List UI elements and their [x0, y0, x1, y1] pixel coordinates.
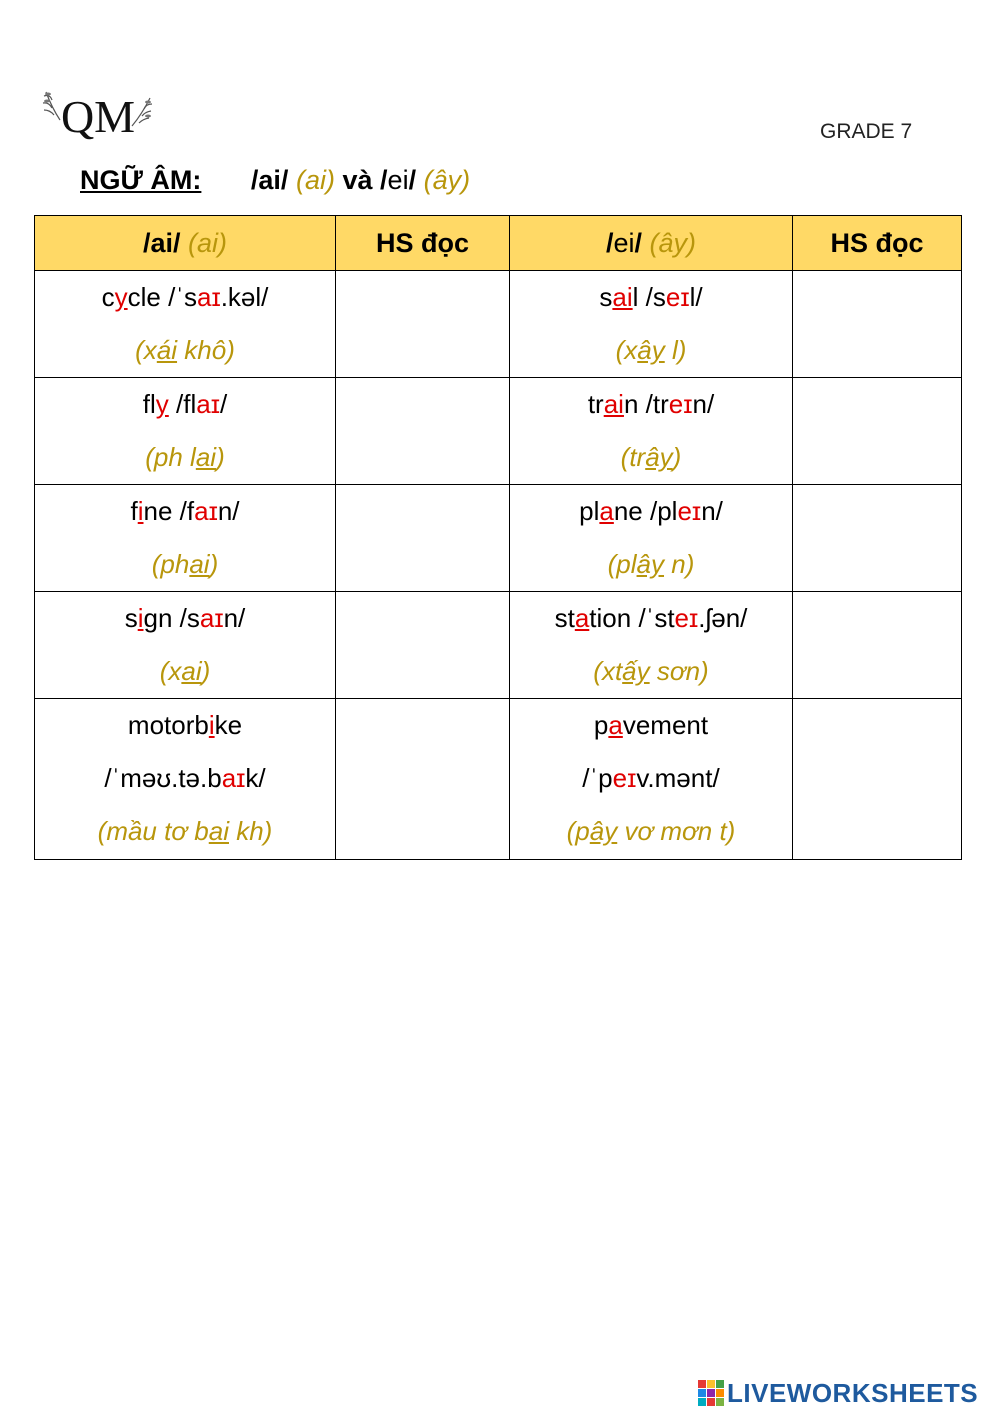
ipa-pre: /ˈs	[168, 282, 197, 312]
example-word-highlight: ai	[612, 282, 633, 312]
page-heading	[80, 165, 470, 196]
col-header-ei	[510, 216, 793, 271]
heading-label: NGỮ ÂM:	[80, 165, 202, 195]
ipa-pre: /ˈst	[638, 603, 675, 633]
ipa-transcription	[35, 752, 335, 805]
example-word-post: tion	[589, 603, 632, 633]
example-word-highlight: a	[599, 496, 614, 526]
vietnamese-pronunciation-highlight: ây	[636, 549, 665, 579]
vietnamese-pronunciation-highlight: ấy	[622, 656, 650, 686]
ipa-highlight: aɪ	[194, 496, 218, 526]
example-word-pre: p	[593, 710, 609, 740]
vietnamese-pronunciation	[510, 645, 792, 698]
heading-conj: và	[342, 165, 373, 195]
vietnamese-pronunciation	[510, 805, 792, 858]
vietnamese-pronunciation	[510, 431, 792, 484]
col-header-ai-vi: (ai)	[188, 227, 228, 258]
vietnamese-pronunciation-post: )	[672, 442, 682, 472]
left-word-cell	[35, 699, 336, 860]
example-word-post: l	[632, 282, 639, 312]
table-row	[35, 485, 962, 592]
vietnamese-pronunciation-pre: (x	[135, 335, 157, 365]
ipa-post: n/	[692, 389, 715, 419]
hs-doc-answer-cell-1[interactable]	[336, 592, 510, 699]
example-word-pre: fl	[142, 389, 156, 419]
ipa-post: .kəl/	[220, 282, 269, 312]
hs-doc-answer-cell-1[interactable]	[336, 699, 510, 860]
table-row	[35, 699, 962, 860]
right-word-cell	[510, 699, 793, 860]
ipa-transcription-highlight: aɪ	[221, 763, 246, 793]
vietnamese-pronunciation-pre: (x	[159, 656, 182, 686]
liveworksheets-brand	[698, 1378, 978, 1408]
vietnamese-pronunciation-post: sơn)	[649, 656, 709, 686]
word-with-ipa	[35, 378, 335, 431]
word-with-ipa	[35, 271, 335, 324]
example-word-post: cle	[127, 282, 161, 312]
vietnamese-pronunciation	[35, 324, 335, 377]
ipa-highlight: eɪ	[665, 282, 690, 312]
vietnamese-pronunciation-pre: (x	[615, 335, 638, 365]
example-word-pre: tr	[587, 389, 604, 419]
vietnamese-pronunciation-post: l)	[664, 335, 687, 365]
example-word-highlight: i	[137, 603, 144, 633]
word-with-ipa	[510, 378, 792, 431]
example-word-pre: s	[599, 282, 613, 312]
vietnamese-pronunciation-highlight: ai	[195, 442, 217, 472]
vietnamese-pronunciation-post: )	[209, 549, 219, 579]
heading-slash-close: /	[408, 165, 417, 195]
ipa-post: l/	[689, 282, 703, 312]
vietnamese-pronunciation-pre: (xt	[593, 656, 623, 686]
example-word-pre: c	[101, 282, 115, 312]
ipa-post: .ʃən/	[698, 603, 748, 633]
ipa-post: n/	[701, 496, 723, 526]
ipa-post: /	[219, 389, 228, 419]
example-word-pre: f	[130, 496, 138, 526]
col-header-hs-doc-1: HS đọc	[336, 216, 510, 271]
example-word-highlight: a	[608, 710, 623, 740]
ipa-pre: /fl	[176, 389, 197, 419]
example-word-post: ke	[214, 710, 243, 740]
phonetics-table	[34, 215, 962, 860]
table-row	[35, 378, 962, 485]
left-word-cell	[35, 378, 336, 485]
word-with-ipa	[510, 485, 792, 538]
example-word-post: vement	[622, 710, 709, 740]
vietnamese-pronunciation-highlight: ai	[181, 656, 202, 686]
left-word-cell	[35, 592, 336, 699]
example-word-post: gn	[143, 603, 173, 633]
grade-label: GRADE 7	[820, 120, 913, 143]
vietnamese-pronunciation-pre: (ph l	[145, 442, 196, 472]
example-word-pre: st	[554, 603, 575, 633]
col-header-ei-vi: (ây)	[649, 227, 697, 258]
hs-doc-answer-cell-2[interactable]	[793, 485, 962, 592]
ipa-highlight: aɪ	[196, 389, 220, 419]
col-header-ai-sound: /ai/	[142, 227, 181, 258]
vietnamese-pronunciation-highlight: ây	[589, 816, 618, 846]
vietnamese-pronunciation-post: vơ mơn t)	[617, 816, 736, 846]
ipa-post: n/	[217, 496, 240, 526]
col-header-ai	[35, 216, 336, 271]
vietnamese-pronunciation	[35, 645, 335, 698]
heading-sound-ei: ei	[387, 165, 409, 195]
vietnamese-pronunciation-highlight: ái	[156, 335, 178, 365]
vietnamese-pronunciation	[510, 324, 792, 377]
vietnamese-pronunciation-post: )	[201, 656, 211, 686]
table-row	[35, 592, 962, 699]
right-word-cell	[510, 378, 793, 485]
left-word-cell	[35, 485, 336, 592]
vietnamese-pronunciation-highlight: ây	[637, 335, 665, 365]
col-header-ei-open: /	[605, 227, 614, 258]
hs-doc-answer-cell-1[interactable]	[336, 271, 510, 378]
ipa-transcription-highlight: eɪ	[612, 763, 637, 793]
vietnamese-pronunciation-highlight: ai	[189, 549, 210, 579]
vietnamese-pronunciation-post: )	[216, 442, 225, 472]
hs-doc-answer-cell-2[interactable]	[793, 699, 962, 860]
ipa-highlight: eɪ	[674, 603, 699, 633]
hs-doc-answer-cell-2[interactable]	[793, 378, 962, 485]
hs-doc-answer-cell-2[interactable]	[793, 271, 962, 378]
vietnamese-pronunciation-highlight: ai	[208, 816, 229, 846]
ipa-highlight: eɪ	[668, 389, 693, 419]
vietnamese-pronunciation	[35, 431, 335, 484]
table-row	[35, 271, 962, 378]
example-word-highlight: ai	[603, 389, 624, 419]
word-with-ipa	[35, 592, 335, 645]
example-word-post: n	[623, 389, 639, 419]
example-word-pre: s	[124, 603, 138, 633]
word-with-ipa	[35, 485, 335, 538]
hs-doc-answer-cell-2[interactable]	[793, 592, 962, 699]
example-word-pre: motorb	[127, 710, 209, 740]
ipa-transcription-pre: /ˈməʊ.tə.b	[104, 763, 222, 793]
ipa-transcription-post: k/	[245, 763, 266, 793]
hs-doc-answer-cell-1[interactable]	[336, 378, 510, 485]
example-word-highlight: y	[155, 389, 169, 419]
heading-sound-ei-vi: (ây)	[423, 165, 471, 195]
heading-sound-ai: /ai/	[250, 165, 289, 195]
example-word-highlight: y	[114, 282, 128, 312]
ipa-transcription-pre: /ˈp	[582, 763, 613, 793]
example-word	[510, 699, 792, 752]
ipa-pre: /s	[179, 603, 200, 633]
liveworksheets-text: LIVEWORKSHEETS	[727, 1377, 979, 1408]
qm-logo	[38, 86, 158, 144]
word-with-ipa	[510, 592, 792, 645]
vietnamese-pronunciation-pre: (pl	[607, 549, 637, 579]
col-header-hs-doc-2: HS đọc	[793, 216, 962, 271]
vietnamese-pronunciation-post: kh)	[229, 816, 273, 846]
vietnamese-pronunciation	[510, 538, 792, 591]
vietnamese-pronunciation	[35, 805, 335, 858]
hs-doc-answer-cell-1[interactable]	[336, 485, 510, 592]
vietnamese-pronunciation-highlight: ây	[645, 442, 673, 472]
ipa-highlight: aɪ	[199, 603, 224, 633]
ipa-highlight: aɪ	[196, 282, 221, 312]
example-word-highlight: i	[208, 710, 215, 740]
example-word-highlight: a	[574, 603, 590, 633]
ipa-post: n/	[223, 603, 246, 633]
example-word-post: ne	[143, 496, 173, 526]
vietnamese-pronunciation-pre: (p	[566, 816, 590, 846]
example-word-highlight: i	[137, 496, 144, 526]
right-word-cell	[510, 485, 793, 592]
vietnamese-pronunciation-pre: (ph	[151, 549, 190, 579]
heading-slash-open: /	[380, 165, 388, 195]
col-header-ei-core: ei	[613, 227, 635, 258]
right-word-cell	[510, 592, 793, 699]
heading-sound-ai-vi: (ai)	[295, 165, 335, 195]
left-word-cell	[35, 271, 336, 378]
example-word	[35, 699, 335, 752]
example-word-pre: pl	[579, 496, 600, 526]
vietnamese-pronunciation	[35, 538, 335, 591]
ipa-pre: /f	[179, 496, 195, 526]
ipa-pre: /tr	[645, 389, 669, 419]
vietnamese-pronunciation-post: n)	[664, 549, 695, 579]
ipa-transcription-post: v.mənt/	[636, 763, 720, 793]
vietnamese-pronunciation-pre: (mầu tơ b	[97, 816, 209, 846]
liveworksheets-logo-icon	[698, 1380, 724, 1406]
table-header-row	[35, 216, 962, 271]
word-with-ipa	[510, 271, 792, 324]
col-header-ei-close: /	[634, 227, 643, 258]
ipa-highlight: eɪ	[677, 496, 702, 526]
example-word-post: ne	[613, 496, 643, 526]
vietnamese-pronunciation-post: khô)	[177, 335, 235, 365]
ipa-transcription	[510, 752, 792, 805]
vietnamese-pronunciation-pre: (tr	[620, 442, 646, 472]
ipa-pre: /s	[645, 282, 666, 312]
ipa-pre: /pl	[650, 496, 678, 526]
svg-text:QM: QM	[60, 91, 136, 142]
right-word-cell	[510, 271, 793, 378]
